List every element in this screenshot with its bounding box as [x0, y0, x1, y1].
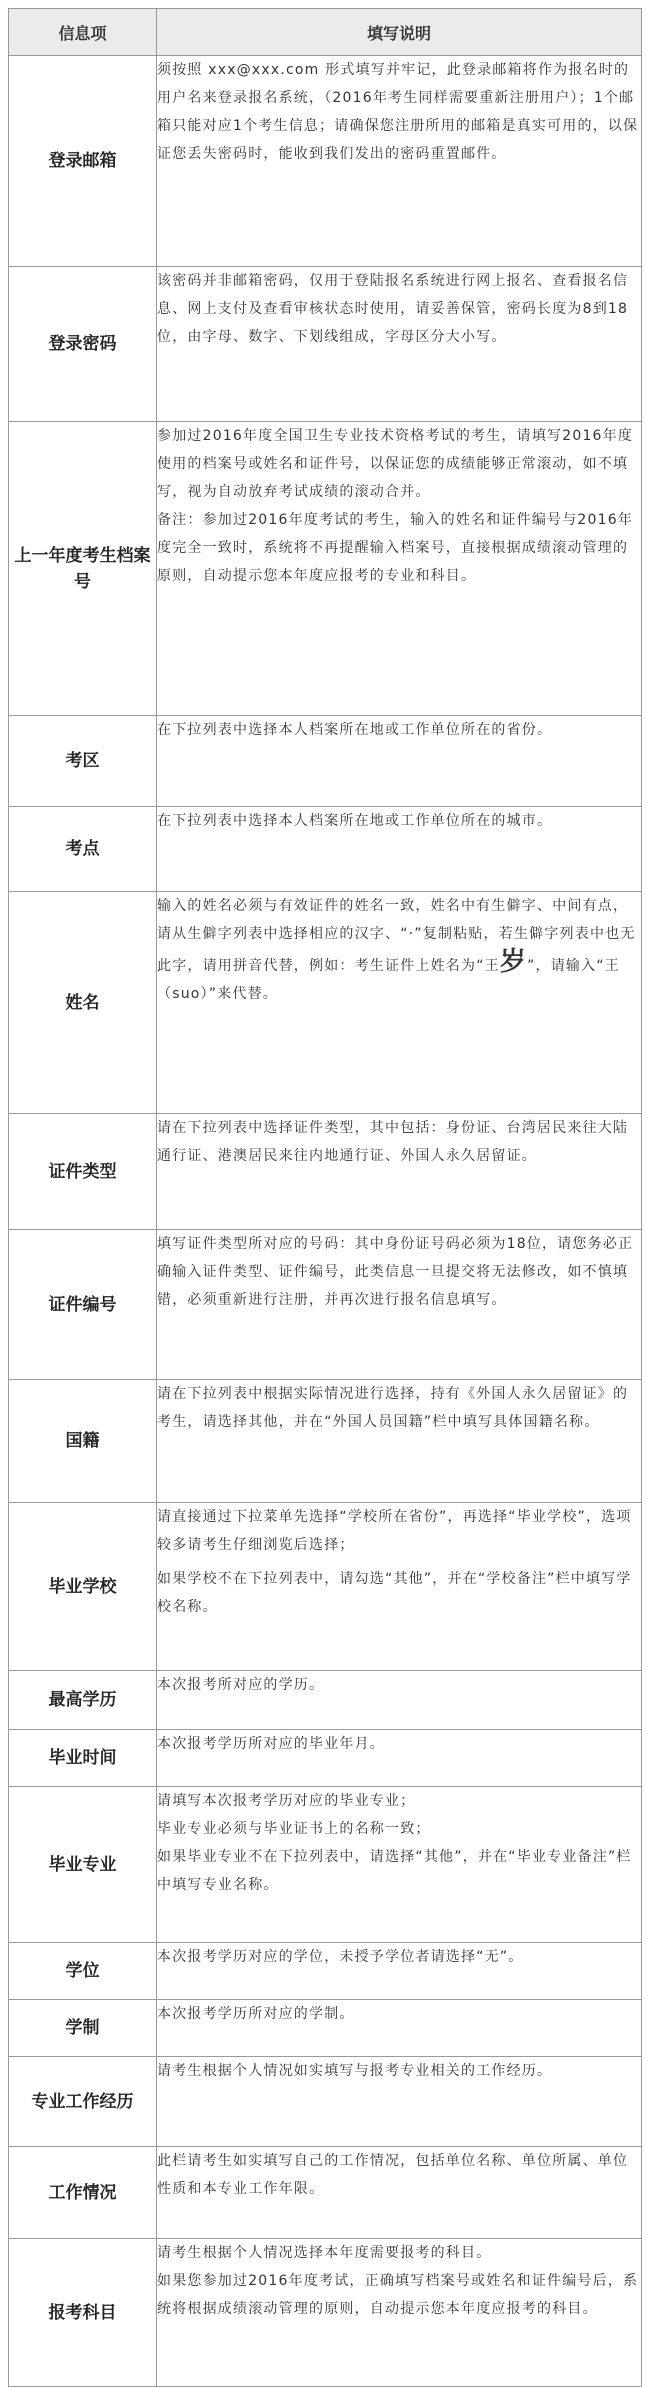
table-header-row	[9, 9, 642, 56]
row-description	[157, 2147, 642, 2239]
table-row	[9, 1230, 642, 1380]
description-paragraph: 请考生根据个人情况如实填写与报考专业相关的工作经历。	[157, 2063, 553, 2079]
table-row	[9, 892, 642, 1114]
description-text: 输入的姓名必须与有效证件的姓名一致，姓名中有生僻字、中间有点，请从生僻字列表中选择相应的汉字、“·”复制粘贴，若生僻字列表中也无此字，请用拼音代替，例如：考生证件上姓名为“王	[157, 898, 636, 974]
description-paragraph: 请在下拉列表中根据实际情况进行选择，持有《外国人永久居留证》的考生，请选择其他，并在“外国人员国籍”栏中填写具体国籍名称。	[157, 1386, 629, 1430]
row-description	[157, 2000, 642, 2057]
table-row	[9, 1787, 642, 1943]
rare-character-example: 岁	[499, 947, 528, 977]
row-description	[157, 1114, 642, 1230]
row-description	[157, 422, 642, 716]
table-row	[9, 2000, 642, 2057]
description-paragraph: 请直接通过下拉菜单先选择“学校所在省份”，再选择“毕业学校”，选项较多请考生仔细浏览后选择；	[157, 1509, 632, 1553]
row-label: 毕业专业	[9, 1787, 157, 1943]
description-paragraph: 本次报考学历对应的学位，未授予学位者请选择“无”。	[157, 1949, 524, 1965]
row-description	[157, 716, 642, 807]
row-description	[157, 2057, 642, 2147]
description-paragraph: 须按照 xxx@xxx.com 形式填写并牢记，此登录邮箱将作为报名时的用户名来登录报名系统，（2016年考生同样需要重新注册用户）；1个邮箱只能对应1个考生信息；请确保您注册所用的邮箱是真实可用的，以保证您丢失密码时，能收到我们发出的密码重置邮件。	[157, 62, 639, 162]
description-paragraph: 如果您参加过2016年度考试，正确填写档案号或姓名和证件编号后，系统将根据成绩滚动管理的原则，自动提示您本年度应报考的科目。	[157, 2273, 639, 2317]
row-label: 最高学历	[9, 1671, 157, 1730]
row-description	[157, 892, 642, 1114]
table-row	[9, 807, 642, 892]
description-paragraph: 请填写本次报考学历对应的毕业专业；	[157, 1793, 416, 1809]
description-text: ”，请输入“王（suo）”来代替。	[157, 958, 620, 1002]
row-description	[157, 1503, 642, 1671]
description-paragraph: 此栏请考生如实填写自己的工作情况，包括单位名称、单位所属、单位性质和本专业工作年限。	[157, 2153, 629, 2197]
row-description	[157, 2239, 642, 2387]
row-description	[157, 1380, 642, 1503]
table-row	[9, 1730, 642, 1787]
table-row	[9, 716, 642, 807]
description-paragraph: 如果学校不在下拉列表中，请勾选“其他”，并在“学校备注”栏中填写学校名称。	[157, 1571, 632, 1615]
description-paragraph: 备注：参加过2016年度考试的考生，输入的姓名和证件编号与2016年度完全一致时，系统将不再提醒输入档案号，直接根据成绩滚动管理的原则，自动提示您本年度应报考的专业和科目。	[157, 512, 634, 584]
row-label: 姓名	[9, 892, 157, 1114]
row-label: 专业工作经历	[9, 2057, 157, 2147]
row-description	[157, 807, 642, 892]
description-paragraph: 填写证件类型所对应的号码：其中身份证号码必须为18位，请您务必正确输入证件类型、证件编号，此类信息一旦提交将无法修改，如不慎填错，必须重新进行注册，并再次进行报名信息填写。	[157, 1236, 634, 1308]
row-label: 上一年度考生档案号	[9, 422, 157, 716]
row-label: 工作情况	[9, 2147, 157, 2239]
row-label: 证件类型	[9, 1114, 157, 1230]
description-paragraph: 本次报考学历所对应的学制。	[157, 2006, 355, 2022]
row-description	[157, 267, 642, 422]
row-description	[157, 1671, 642, 1730]
header-info-item: 信息项	[9, 9, 157, 56]
table-row	[9, 422, 642, 716]
description-paragraph: 该密码并非邮箱密码，仅用于登陆报名系统进行网上报名、查看报名信息、网上支付及查看审核状态时使用，请妥善保管，密码长度为8到18位，由字母、数字、下划线组成，字母区分大小写。	[157, 273, 629, 345]
row-label: 毕业时间	[9, 1730, 157, 1787]
row-label: 学制	[9, 2000, 157, 2057]
row-description	[157, 1943, 642, 2000]
row-label: 证件编号	[9, 1230, 157, 1380]
row-description	[157, 1787, 642, 1943]
table-row	[9, 1114, 642, 1230]
registration-guide-sheet	[8, 8, 641, 2387]
row-label: 登录密码	[9, 267, 157, 422]
row-label: 国籍	[9, 1380, 157, 1503]
table-row	[9, 1943, 642, 2000]
table-row	[9, 2057, 642, 2147]
description-paragraph: 在下拉列表中选择本人档案所在地或工作单位所在的城市。	[157, 813, 553, 829]
row-label: 毕业学校	[9, 1503, 157, 1671]
description-paragraph: 本次报考所对应的学历。	[157, 1677, 325, 1693]
table-row	[9, 267, 642, 422]
row-label: 报考科目	[9, 2239, 157, 2387]
description-paragraph: 在下拉列表中选择本人档案所在地或工作单位所在的省份。	[157, 722, 553, 738]
description-paragraph: 毕业专业必须与毕业证书上的名称一致；	[157, 1821, 431, 1837]
field-instructions-table	[8, 8, 642, 2387]
description-paragraph	[157, 892, 641, 1008]
row-description	[157, 56, 642, 267]
row-label: 学位	[9, 1943, 157, 2000]
header-fill-instructions: 填写说明	[157, 9, 642, 56]
table-row	[9, 2239, 642, 2387]
description-paragraph: 请在下拉列表中选择证件类型，其中包括：身份证、台湾居民来往大陆通行证、港澳居民来往内地通行证、外国人永久居留证。	[157, 1120, 629, 1164]
description-paragraph: 本次报考学历所对应的毕业年月。	[157, 1736, 385, 1752]
description-paragraph: 请考生根据个人情况选择本年度需要报考的科目。	[157, 2245, 492, 2261]
row-label: 登录邮箱	[9, 56, 157, 267]
table-row	[9, 2147, 642, 2239]
row-label: 考点	[9, 807, 157, 892]
table-row	[9, 1380, 642, 1503]
row-description	[157, 1730, 642, 1787]
description-paragraph: 参加过2016年度全国卫生专业技术资格考试的考生，请填写2016年度使用的档案号或姓名和证件号，以保证您的成绩能够正常滚动，如不填写，视为自动放弃考试成绩的滚动合并。	[157, 428, 634, 500]
description-paragraph: 如果毕业专业不在下拉列表中，请选择“其他”，并在“毕业专业备注”栏中填写专业名称。	[157, 1849, 632, 1893]
table-row	[9, 1671, 642, 1730]
table-row	[9, 56, 642, 267]
table-row	[9, 1503, 642, 1671]
row-description	[157, 1230, 642, 1380]
row-label: 考区	[9, 716, 157, 807]
